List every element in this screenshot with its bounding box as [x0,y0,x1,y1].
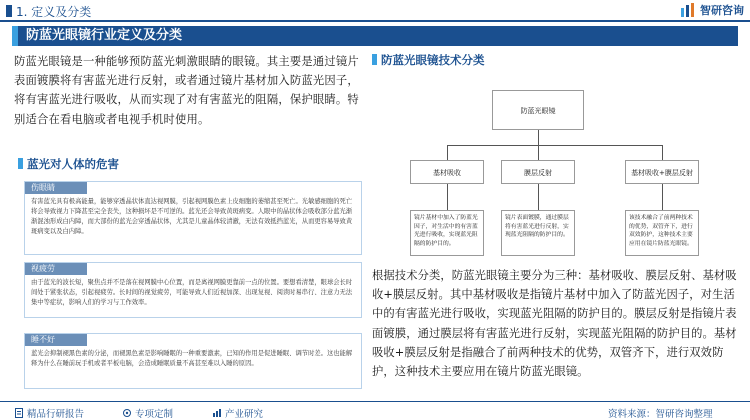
tech-title-text: 防蓝光眼镜技术分类 [381,53,485,67]
page-title: 防蓝光眼镜行业定义及分类 [26,28,183,43]
connector-left-down [447,145,448,160]
connector-mid-down [538,145,539,160]
tree-node-combined: 基材吸收+膜层反射 [625,160,699,184]
chart-icon [212,408,222,418]
top-header-bar [0,0,750,22]
section-marker [6,5,12,17]
footer-item-research [212,406,263,420]
tree-leaf-absorption: 镜片基材中加入了防蓝光因子，对生活中的有害蓝光进行吸收，实现蓝光阻隔的防护目的。 [410,210,484,256]
footer-item-custom [122,406,173,420]
footer-source [608,406,713,420]
title-marker [18,158,23,169]
intro-paragraph: 防蓝光眼镜是一种能够预防蓝光刺激眼睛的眼镜。其主要是通过镜片表面镀膜将有害蓝光进行反射，或者通过镜片基材加入防蓝光因子，将有害蓝光进行吸收，从而实现了对有害蓝光的阻隔，保护眼睛。特别适合在看电脑或者电视手机时使用。 [14,55,359,126]
connector-root-down [538,130,539,145]
tree-leaf-reflection: 镜片表面镀膜，通过膜层将有害蓝光进行反射，实现蓝光阻隔的防护目的。 [501,210,575,256]
hazard-card-text: 蓝光会抑制褪黑色素的分泌，而褪黑色素是影响睡眠的一种重要激素，已知的作用是促进睡眠、调节时差。这也能解释为什么在睡前玩手机或者平板电脑，会造成睡眠质量不高甚至难以入睡的原因。 [31,350,353,367]
connector-horizontal [447,145,662,146]
tech-tree-diagram [372,70,740,260]
footer-source-text: 资料来源：智研咨询整理 [608,409,713,420]
gear-icon [122,408,132,418]
hazard-card-text: 由于蓝光的波长短，聚焦点并不是落在视网膜中心位置，而是离视网膜更靠前一点的位置。要想看清楚，眼球会长时间处于紧张状态，引起视疲劳。长时间的视觉疲劳，可能导致人们近视加深、出现复视、阅读时易串行、注意力无法集中等症状，影响人们的学习与工作效率。 [31,279,353,306]
tech-summary-paragraph: 根据技术分类，防蓝光眼镜主要分为三种：基材吸收、膜层反射、基材吸收+膜层反射。其中基材吸收是指镜片基材中加入了防蓝光因子，对生活中的有害蓝光进行吸收，实现蓝光阻隔的防护目的。膜层反射是指镜片表面镀膜，通过膜层将有害蓝光进行反射，实现蓝光阻隔的防护目的。基材吸收+膜层反射是指融合了前两种技术的优势，双管齐下，进行双效防护，这种技术主要应用在镜片防蓝光眼镜。 [372,269,737,379]
hazard-card-label: 伤眼睛 [25,182,87,194]
hazard-title-text: 蓝光对人体的危害 [27,157,119,171]
connector-right-down [662,145,663,160]
hazard-card-text: 有害蓝光具有极高能量，能够穿透晶状体直达视网膜，引起视网膜色素上皮细胞的萎缩甚至死亡。光敏感细胞的死亡将会导致视力下降甚至完全丧失，这种损坏是不可逆的。蓝光还会导致黄斑病变。人眼中的晶状体会吸收部分蓝光渐渐混浊形成白内障，而大部份的蓝光会穿透晶状体，尤其是儿童晶体较清澈，无法有效抵挡蓝光，从而更容易导致黄斑病变以及白内障。 [31,198,353,235]
footer-item-reports [14,406,84,420]
hazard-card-label: 视疲劳 [25,263,87,275]
section-text: 1. 定义及分类 [16,5,92,19]
hazard-card-eye-fatigue [24,262,362,318]
tree-root-node: 防蓝光眼镜 [492,90,584,130]
hazard-card-eye-damage [24,181,362,255]
title-marker [372,54,377,65]
connector-left-leaf [447,184,448,210]
tree-node-absorption: 基材吸收 [410,160,484,184]
hazard-card-poor-sleep [24,333,362,389]
brand-logo [680,2,744,18]
hazard-section-title [18,156,119,172]
section-label [6,3,91,20]
footer-text: 精品行研报告 [27,409,85,420]
tech-section-title [372,52,485,68]
hazard-card-label: 睡不好 [25,334,87,346]
page-footer [0,401,750,420]
tree-leaf-combined: 该技术融合了前两种技术的优势，双管齐下，进行双效防护，这种技术主要应用在镜片防蓝光眼镜。 [625,210,699,256]
connector-right-leaf [662,184,663,210]
footer-text: 专项定制 [135,409,174,420]
document-icon [14,408,24,418]
page-title-bar [12,26,738,46]
logo-icon [680,2,696,18]
tree-node-reflection: 膜层反射 [501,160,575,184]
footer-text: 产业研究 [225,409,264,420]
logo-text: 智研咨询 [700,4,744,17]
connector-mid-leaf [538,184,539,210]
